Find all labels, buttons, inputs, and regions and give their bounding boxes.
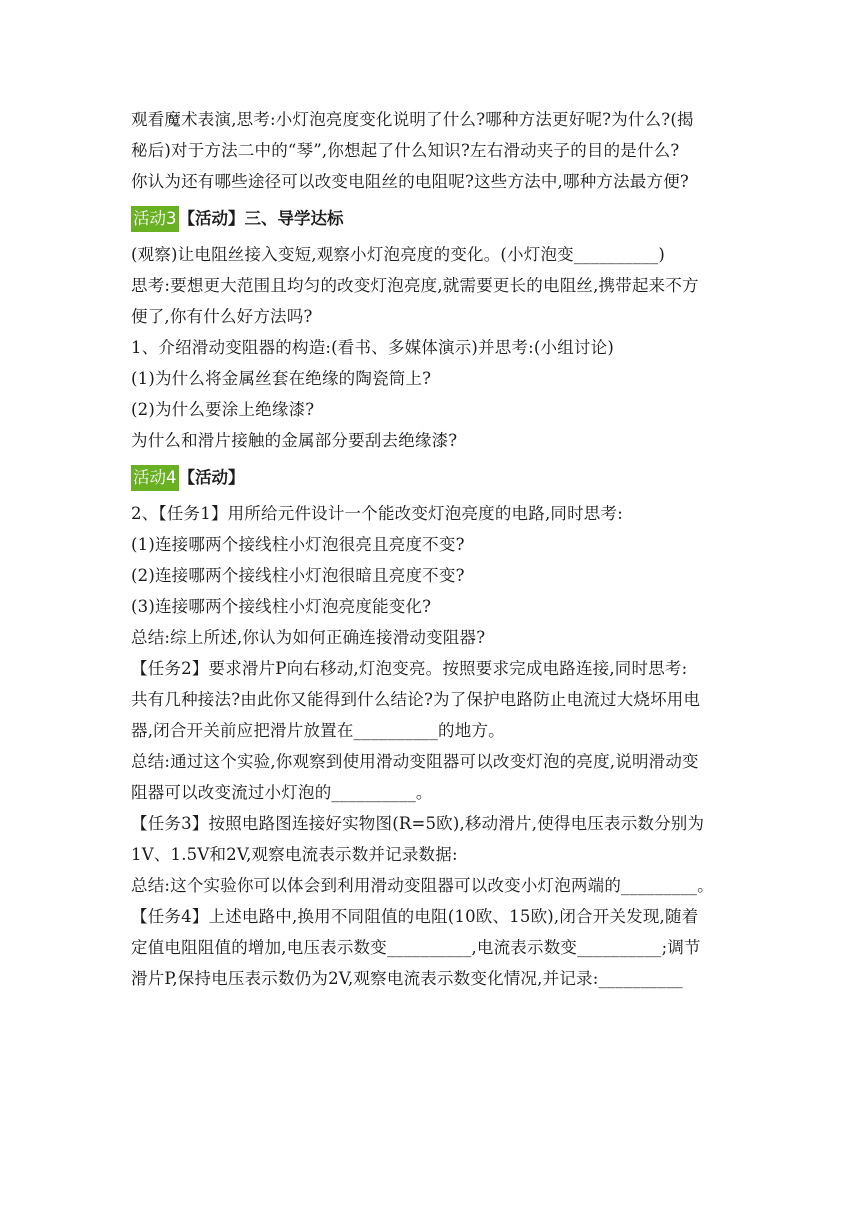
- activity4-heading: [131, 460, 731, 498]
- text-line: 总结:综上所述,你认为如何正确连接滑动变阻器?: [131, 628, 486, 647]
- text-line: (1)连接哪两个接线柱小灯泡很亮且亮度不变?: [131, 535, 465, 554]
- activity4-title: 【活动】: [178, 467, 245, 487]
- document-page: [131, 104, 731, 994]
- text-line: 你认为还有哪些途径可以改变电阻丝的电阻呢?这些方法中,哪种方法最方便?: [131, 172, 689, 191]
- text-line: 秘后)对于方法二中的“琴”,你想起了什么知识?左右滑动夹子的目的是什么?: [131, 141, 680, 160]
- text-line: 观看魔术表演,思考:小灯泡亮度变化说明了什么?哪种方法更好呢?为什么?(揭: [131, 110, 694, 129]
- activity4-tag: 活动4: [131, 465, 179, 491]
- text-line: (观察)让电阻丝接入变短,观察小灯泡亮度的变化。(小灯泡变__________): [131, 245, 665, 264]
- text-line: 1V、1.5V和2V,观察电流表示数并记录数据:: [131, 845, 458, 864]
- text-line: (2)连接哪两个接线柱小灯泡很暗且亮度不变?: [131, 566, 465, 585]
- activity4-body: [131, 498, 731, 994]
- text-line: 【任务4】上述电路中,换用不同阻值的电阻(10欧、15欧),闭合开关发现,随着: [131, 907, 699, 926]
- text-line: 【任务2】要求滑片P向右移动,灯泡变亮。按照要求完成电路连接,同时思考:: [131, 659, 688, 678]
- text-line: (1)为什么将金属丝套在绝缘的陶瓷筒上?: [131, 369, 432, 388]
- text-line: 总结:这个实验你可以体会到利用滑动变阻器可以改变小灯泡两端的_________。: [131, 876, 714, 895]
- text-line: (2)为什么要涂上绝缘漆?: [131, 400, 315, 419]
- text-line: 【任务3】按照电路图连接好实物图(R=5欧),移动滑片,使得电压表示数分别为: [131, 814, 705, 833]
- intro-paragraph: [131, 104, 731, 197]
- text-line: 滑片P,保持电压表示数仍为2V,观察电流表示数变化情况,并记录:__________: [131, 969, 683, 988]
- text-line: 思考:要想更大范围且均匀的改变灯泡亮度,就需要更长的电阻丝,携带起来不方: [131, 276, 699, 295]
- text-line: (3)连接哪两个接线柱小灯泡亮度能变化?: [131, 597, 432, 616]
- text-line: 共有几种接法?由此你又能得到什么结论?为了保护电路防止电流过大烧坏用电: [131, 690, 701, 709]
- text-line: 便了,你有什么好方法吗?: [131, 307, 313, 326]
- text-line: 阻器可以改变流过小灯泡的__________。: [131, 783, 433, 802]
- activity3-heading: [131, 201, 731, 239]
- activity3-title: 【活动】三、导学达标: [178, 208, 344, 228]
- text-line: 器,闭合开关前应把滑片放置在__________的地方。: [131, 721, 505, 740]
- text-line: 总结:通过这个实验,你观察到使用滑动变阻器可以改变灯泡的亮度,说明滑动变: [131, 752, 699, 771]
- activity3-tag: 活动3: [131, 206, 179, 232]
- text-line: 1、介绍滑动变阻器的构造:(看书、多媒体演示)并思考:(小组讨论): [131, 338, 614, 357]
- text-line: 2、【任务1】用所给元件设计一个能改变灯泡亮度的电路,同时思考:: [131, 504, 623, 523]
- text-line: 定值电阻阻值的增加,电压表示数变__________,电流表示数变__________;调节: [131, 938, 701, 957]
- activity3-body: [131, 239, 731, 456]
- text-line: 为什么和滑片接触的金属部分要刮去绝缘漆?: [131, 431, 458, 450]
